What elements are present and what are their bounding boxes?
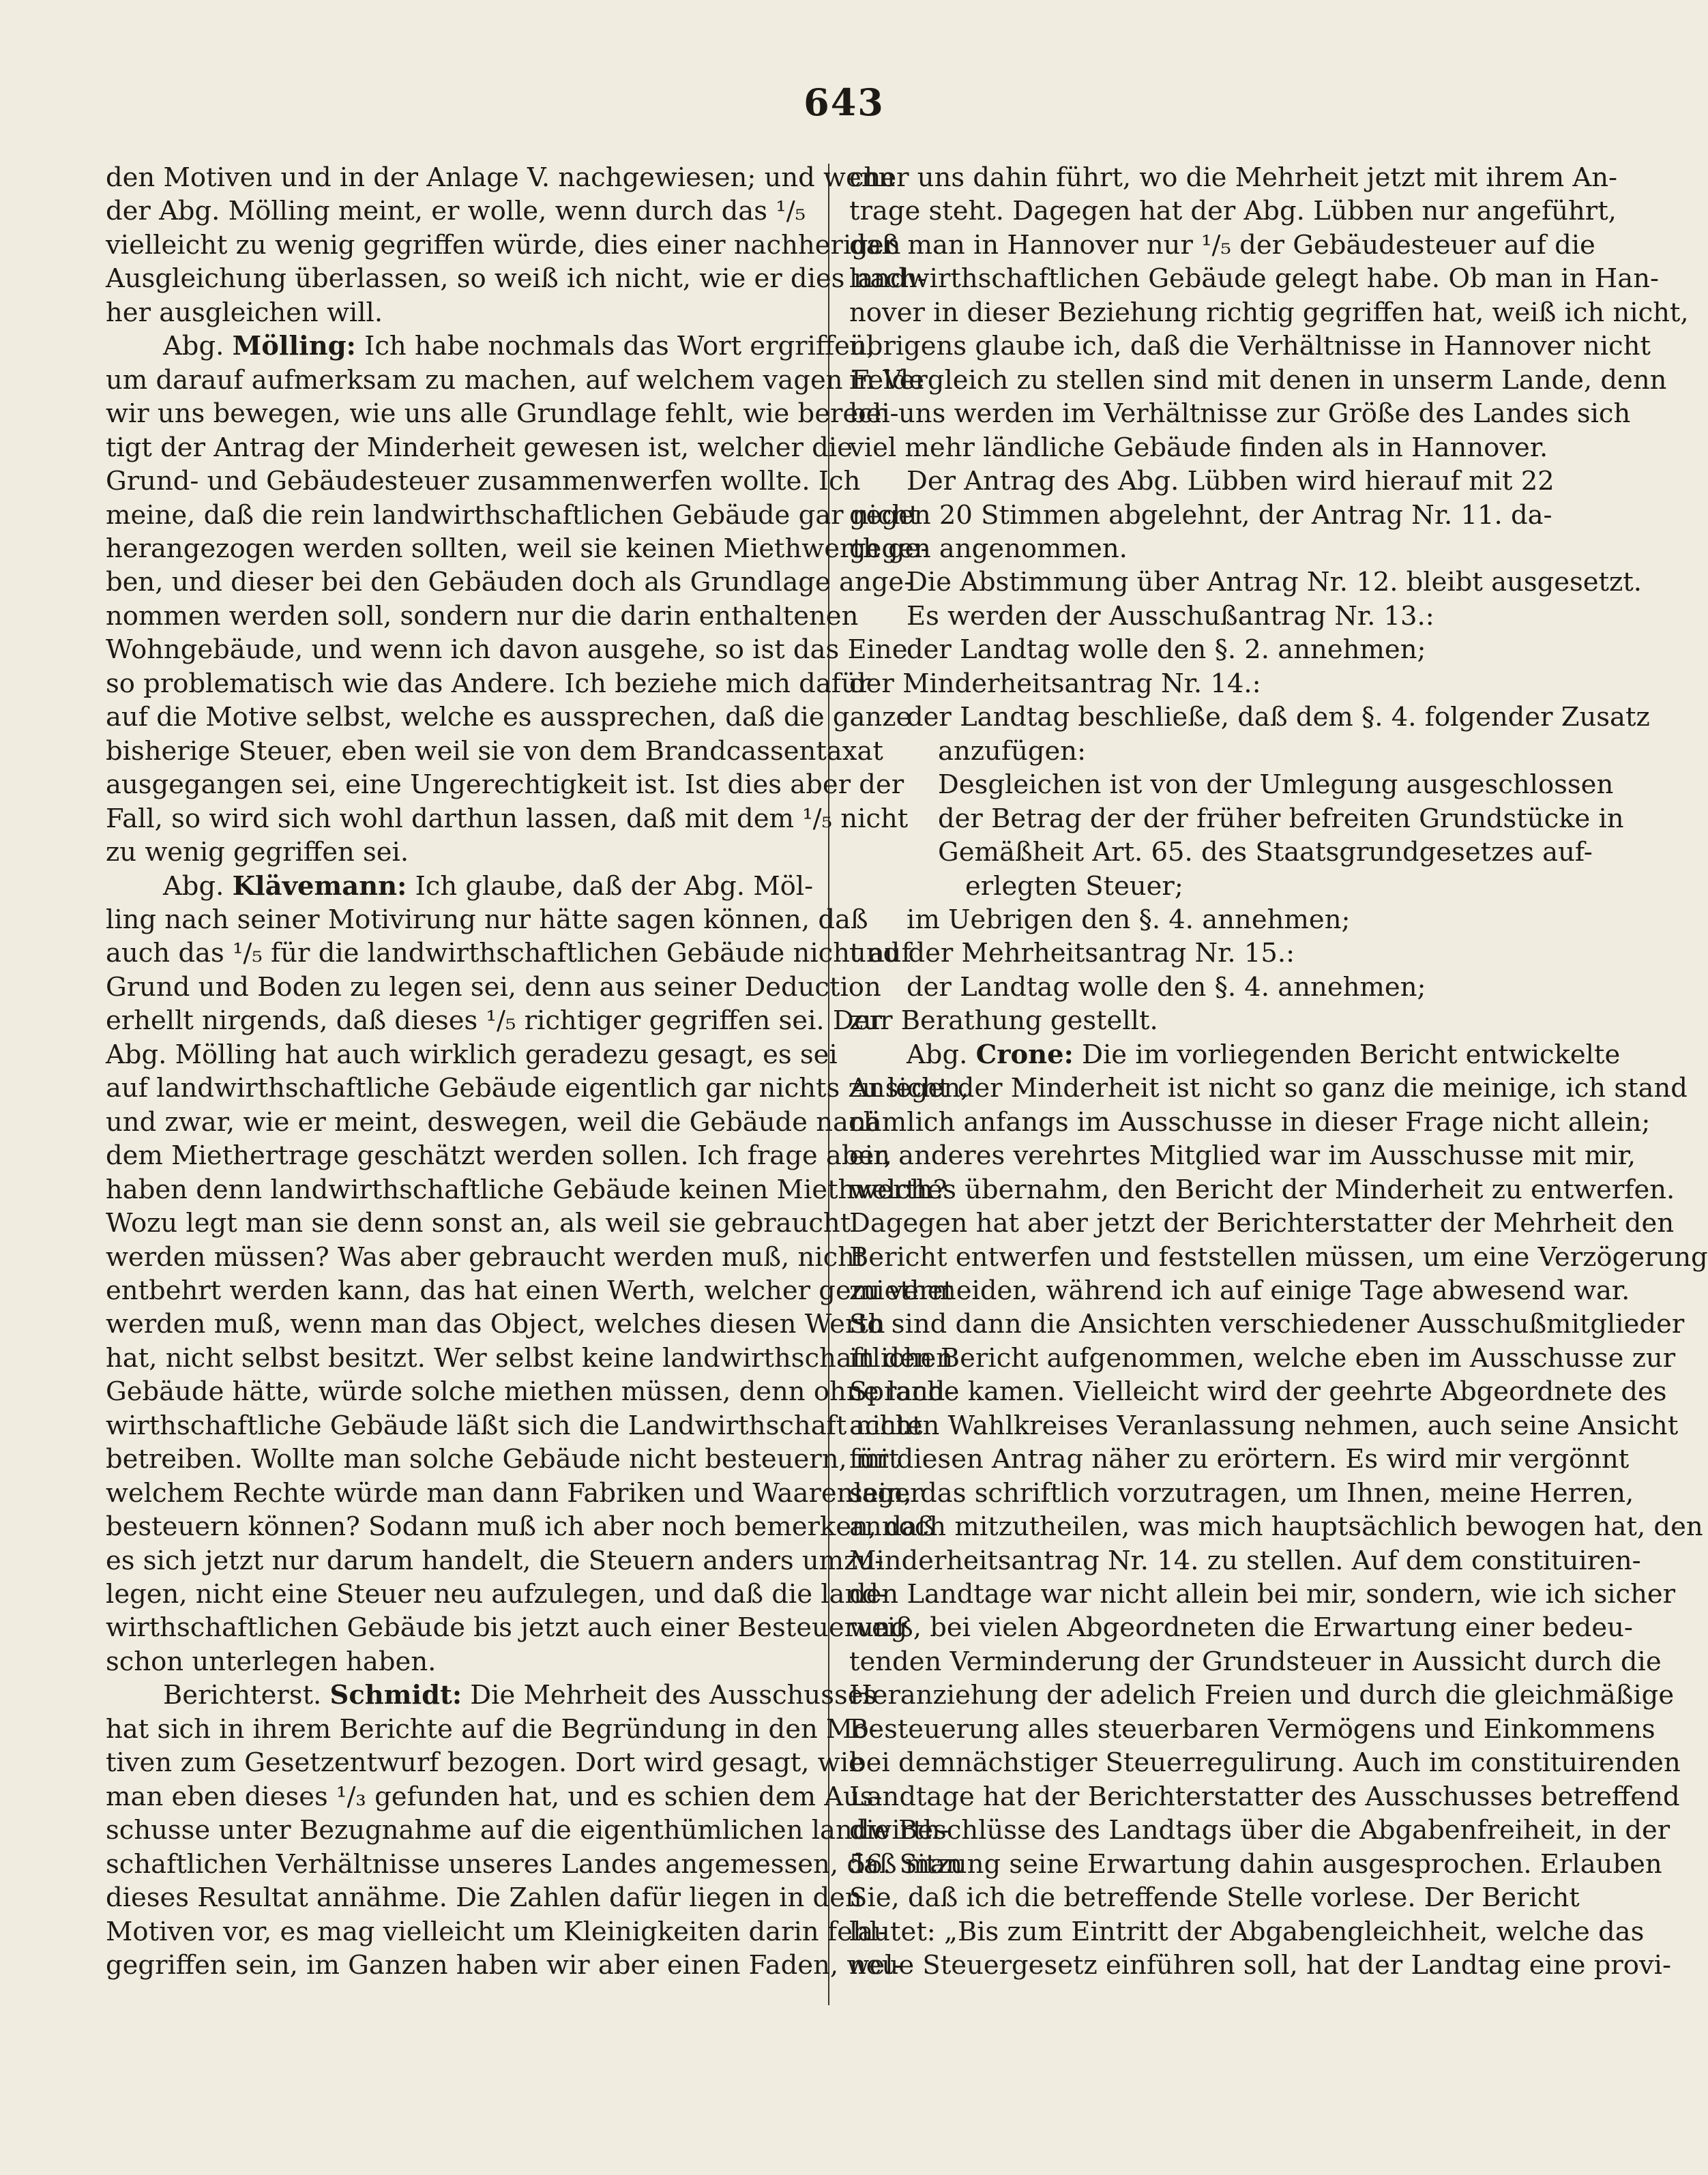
line-text: sein, das schriftlich vorzutragen, um Ihnen, meine Herren,: [849, 1477, 1634, 1509]
right-column: [849, 161, 1708, 1982]
line-text: der Landtag beschließe, daß dem §. 4. folgender Zusatz: [907, 702, 1650, 733]
right-column-line: [849, 1375, 1667, 1408]
line-text: annoch mitzutheilen, was mich hauptsächlich bewogen hat, den: [849, 1511, 1703, 1543]
line-text: achten Wahlkreises Veranlassung nehmen, auch seine Ansicht: [849, 1410, 1679, 1441]
line-text: betreiben. Wollte man solche Gebäude nicht besteuern, mit: [106, 1444, 900, 1475]
line-text: so problematisch wie das Andere. Ich beziehe mich dafür: [106, 668, 871, 699]
line-text: der Landtag wolle den §. 2. annehmen;: [907, 634, 1426, 666]
left-column-line: [106, 1274, 954, 1307]
line-text: Wozu legt man sie denn sonst an, als weil sie gebraucht: [106, 1208, 851, 1239]
line-text: den Motiven und in der Anlage V. nachgewiesen; und wenn: [106, 162, 896, 193]
left-column-line: [106, 1746, 864, 1779]
line-text: zu wenig gegriffen sei.: [106, 837, 409, 868]
line-text: Bericht entwerfen und feststellen müssen, um eine Verzögerung: [849, 1241, 1708, 1273]
left-column-line: [106, 1071, 969, 1105]
left-column-line: [106, 1645, 842, 1678]
left-column-line: [106, 464, 861, 498]
left-column-line: [106, 667, 871, 700]
left-column-line: [106, 364, 924, 397]
right-column-line: [849, 1949, 1671, 1982]
line-text: Gebäude hätte, würde solche miethen müssen, denn ohne land-: [106, 1376, 954, 1408]
left-column-line: [106, 532, 930, 565]
line-text: bisherige Steuer, eben weil sie von dem Brandcassentaxat: [106, 735, 883, 767]
line-text: 56. Sitzung seine Erwartung dahin ausgesprochen. Erlauben: [849, 1848, 1662, 1880]
line-text: Motiven vor, es mag vielleicht um Kleinigkeiten darin fehl-: [106, 1916, 887, 1947]
left-column-line: [106, 768, 904, 801]
line-text: den Landtage war nicht allein bei mir, sondern, wie ich sicher: [849, 1579, 1676, 1610]
line-text: zu vermeiden, während ich auf einige Tage abwesend war.: [849, 1275, 1630, 1306]
line-text: haben denn landwirthschaftliche Gebäude keinen Miethwerth?: [106, 1174, 947, 1205]
line-text: Ich habe nochmals das Wort ergriffen,: [355, 331, 876, 362]
right-column-line: [849, 464, 1586, 498]
right-column-line: [849, 1645, 1662, 1678]
left-column-line: [106, 633, 908, 666]
line-text: her ausgleichen will.: [106, 297, 383, 328]
line-text: hat, nicht selbst besitzt. Wer selbst keine landwirthschaftlichen: [106, 1342, 954, 1374]
right-column-line: [849, 1578, 1676, 1611]
line-text: und zwar, wie er meint, deswegen, weil die Gebäude nach: [106, 1106, 881, 1138]
left-column-line: [106, 1342, 954, 1375]
right-column-line: [849, 1477, 1634, 1510]
right-column-line: [849, 228, 1595, 262]
line-text: wirthschaftlichen Gebäude bis jetzt auch einer Besteuerung: [106, 1612, 908, 1644]
right-column-line: [849, 971, 1586, 1004]
line-text: nover in dieser Beziehung richtig gegriffen hat, weiß ich nicht,: [849, 297, 1689, 328]
line-text: Landtage hat der Berichterstatter des Ausschusses betreffend: [849, 1781, 1680, 1812]
line-text: Es werden der Ausschußantrag Nr. 13.:: [907, 600, 1434, 632]
line-text: So sind dann die Ansichten verschiedener Ausschußmitglieder: [849, 1309, 1685, 1340]
left-column-line: [106, 1409, 923, 1442]
speaker-name: Crone:: [975, 1039, 1074, 1070]
line-text: der Landtag wolle den §. 4. annehmen;: [907, 971, 1426, 1003]
line-text: trage steht. Dagegen hat der Abg. Lübben nur angeführt,: [849, 196, 1617, 227]
line-text: auch das ¹/₅ für die landwirthschaftlichen Gebäude nicht auf: [106, 938, 911, 969]
line-text: daß man in Hannover nur ¹/₅ der Gebäudesteuer auf die: [849, 229, 1595, 261]
line-text: Der Antrag des Abg. Lübben wird hierauf mit 22: [907, 466, 1555, 497]
right-column-line: [849, 1307, 1685, 1341]
line-text: nommen werden soll, sondern nur die darin enthaltenen: [106, 600, 859, 632]
right-column-line: [849, 1274, 1630, 1307]
speaker-name: Schmidt:: [329, 1680, 462, 1711]
left-column-line: [106, 1915, 887, 1949]
right-column-line: [849, 565, 1643, 599]
line-text: welchem Rechte würde man dann Fabriken und Waarenlager: [106, 1477, 923, 1509]
left-column-line: [106, 971, 881, 1004]
line-text: bei demnächstiger Steuerregulirung. Auch im constituirenden: [849, 1747, 1681, 1779]
right-column-line: [849, 194, 1617, 228]
right-column-line: [849, 1442, 1630, 1476]
right-column-line: [849, 1544, 1641, 1578]
line-text: vielleicht zu wenig gegriffen würde, dies einer nachherigen: [106, 229, 901, 261]
line-text: übrigens glaube ich, daß die Verhältnisse in Hannover nicht: [849, 331, 1651, 362]
right-column-line: [849, 329, 1651, 363]
right-column-line: [849, 397, 1631, 430]
right-column-line: [849, 1881, 1586, 1914]
left-column-line: [106, 600, 859, 633]
right-column-line: [849, 1409, 1679, 1442]
right-column-line: [849, 768, 1614, 801]
line-text: wirthschaftliche Gebäude läßt sich die Landwirthschaft nicht: [106, 1410, 923, 1441]
left-column-line: [106, 262, 926, 295]
line-text: werden muß, wenn man das Object, welches diesen Werth: [106, 1309, 885, 1340]
left-column-line: [106, 1173, 947, 1207]
line-text: der Minderheitsantrag Nr. 14.:: [849, 668, 1261, 699]
line-text: schaftlichen Verhältnisse unseres Landes angemessen, daß man: [106, 1848, 963, 1880]
line-text: Besteuerung alles steuerbaren Vermögens und Einkommens: [849, 1713, 1655, 1745]
line-text: ausgegangen sei, eine Ungerechtigkeit ist. Ist dies aber der: [106, 769, 904, 801]
left-column-line: [106, 1510, 935, 1543]
page-number: 643: [804, 80, 885, 124]
speaker-title: Abg.: [163, 331, 233, 362]
right-column-line: [849, 802, 1624, 835]
right-column-line: [849, 431, 1586, 464]
left-column-line: [106, 1881, 862, 1914]
line-text: in Vergleich zu stellen sind mit denen in unserm Lande, denn: [849, 364, 1667, 396]
line-text: gegen 20 Stimmen abgelehnt, der Antrag Nr. 11. da-: [849, 499, 1552, 531]
right-column-line: [849, 1038, 1621, 1071]
left-column-line: [106, 1477, 923, 1510]
right-column-line: [849, 936, 1586, 970]
right-column-line: [849, 1071, 1688, 1105]
line-text: Die Mehrheit des Ausschusses: [462, 1680, 877, 1711]
line-text: gegen angenommen.: [849, 533, 1128, 564]
right-column-line: [849, 667, 1586, 700]
right-column-line: [849, 1780, 1680, 1814]
line-text: Grund und Boden zu legen sei, denn aus seiner Deduction: [106, 971, 881, 1003]
right-column-line: [849, 903, 1586, 936]
line-text: Heranziehung der adelich Freien und durch die gleichmäßige: [849, 1680, 1675, 1711]
line-text: auf landwirthschaftliche Gebäude eigentlich gar nichts zu legen,: [106, 1073, 969, 1104]
left-column-line: [106, 1611, 908, 1644]
line-text: cher uns dahin führt, wo die Mehrheit jetzt mit ihrem An-: [849, 162, 1618, 193]
left-column: [106, 161, 969, 1982]
line-text: erhellt nirgends, daß dieses ¹/₅ richtiger gegriffen sei. Der: [106, 1005, 882, 1037]
right-column-line: [849, 870, 1586, 903]
right-column-line: [849, 499, 1586, 532]
left-column-line: [106, 1713, 878, 1746]
line-text: herangezogen werden sollten, weil sie keinen Miethwerth ge-: [106, 533, 930, 564]
left-column-line: [106, 161, 896, 194]
left-column-line: [106, 1307, 885, 1341]
left-column-line: [106, 1578, 887, 1611]
line-text: Desgleichen ist von der Umlegung ausgeschlossen: [938, 769, 1614, 801]
left-column-line: [106, 870, 842, 903]
line-text: hat sich in ihrem Berichte auf die Begründung in den Mo-: [106, 1713, 878, 1745]
line-text: der Betrag der der früher befreiten Grundstücke in: [938, 803, 1624, 834]
line-text: ling nach seiner Motivirung nur hätte sagen können, daß: [106, 904, 868, 935]
left-column-line: [106, 329, 876, 363]
line-text: anzufügen:: [938, 735, 1087, 767]
line-text: Gemäßheit Art. 65. des Staatsgrundgesetzes auf-: [938, 837, 1593, 868]
left-column-line: [106, 194, 842, 228]
left-column-line: [106, 1442, 900, 1476]
line-text: werden müssen? Was aber gebraucht werden muß, nicht: [106, 1241, 866, 1273]
left-column-line: [106, 499, 919, 532]
right-column-line: [849, 1510, 1703, 1543]
right-column-line: [849, 1173, 1675, 1207]
line-text: Die Abstimmung über Antrag Nr. 12. bleibt ausgesetzt.: [907, 567, 1643, 598]
left-column-line: [106, 228, 901, 262]
left-column-line: [106, 700, 912, 734]
right-column-line: [849, 1848, 1662, 1881]
line-text: im Uebrigen den §. 4. annehmen;: [907, 904, 1351, 935]
line-text: man eben dieses ¹/₃ gefunden hat, und es schien dem Aus-: [106, 1781, 883, 1812]
right-column-line: [849, 1106, 1651, 1139]
right-column-line: [849, 1814, 1670, 1847]
line-text: Abg. Mölling hat auch wirklich geradezu gesagt, es sei: [106, 1039, 838, 1070]
left-column-line: [106, 1375, 954, 1408]
line-text: Minderheitsantrag Nr. 14. zu stellen. Auf dem constituiren-: [849, 1545, 1641, 1576]
line-text: weiß, bei vielen Abgeordneten die Erwartung einer bedeu-: [849, 1612, 1633, 1644]
right-column-line: [849, 1678, 1675, 1712]
line-text: es sich jetzt nur darum handelt, die Steuern anders umzu-: [106, 1545, 884, 1576]
line-text: besteuern können? Sodann muß ich aber noch bemerken, daß: [106, 1511, 935, 1543]
right-column-line: [849, 633, 1586, 666]
line-text: Ausgleichung überlassen, so weiß ich nicht, wie er dies nach-: [106, 263, 926, 295]
left-column-line: [106, 1241, 866, 1274]
left-column-line: [106, 936, 911, 970]
speaker-title: Abg.: [163, 870, 233, 902]
line-text: Ansicht der Minderheit ist nicht so ganz die meinige, ich stand: [849, 1073, 1688, 1104]
line-text: ein anderes verehrtes Mitglied war im Ausschusse mit mir,: [849, 1140, 1636, 1172]
line-text: dem Miethertrage geschätzt werden sollen. Ich frage aber,: [106, 1140, 892, 1172]
line-text: tigt der Antrag der Minderheit gewesen ist, welcher die: [106, 432, 853, 463]
right-column-line: [849, 262, 1659, 295]
right-column-line: [849, 700, 1650, 734]
line-text: lautet: „Bis zum Eintritt der Abgabengleichheit, welche das: [849, 1916, 1645, 1947]
line-text: Sie, daß ich die betreffende Stelle vorlese. Der Bericht: [849, 1882, 1580, 1914]
right-column-line: [849, 161, 1618, 194]
line-text: auf die Motive selbst, welche es aussprechen, daß die ganze: [106, 702, 912, 733]
line-text: gegriffen sein, im Ganzen haben wir aber einen Faden, wel-: [106, 1950, 902, 1981]
left-column-line: [106, 1207, 851, 1240]
right-column-line: [849, 600, 1586, 633]
line-text: und der Mehrheitsantrag Nr. 15.:: [849, 938, 1295, 969]
left-column-line: [106, 735, 883, 768]
left-column-line: [106, 1544, 884, 1578]
line-text: wir uns bewegen, wie uns alle Grundlage fehlt, wie berech-: [106, 398, 899, 430]
right-column-line: [849, 364, 1667, 397]
line-text: neue Steuergesetz einführen soll, hat der Landtag eine provi-: [849, 1950, 1671, 1981]
line-text: landwirthschaftlichen Gebäude gelegt habe. Ob man in Han-: [849, 263, 1659, 295]
speaker-title: Berichterst.: [163, 1680, 330, 1711]
line-text: dieses Resultat annähme. Die Zahlen dafür liegen in den: [106, 1882, 862, 1914]
right-column-line: [849, 1241, 1708, 1274]
line-text: viel mehr ländliche Gebäude finden als in Hannover.: [849, 432, 1548, 463]
line-text: in den Bericht aufgenommen, welche eben im Ausschusse zur: [849, 1342, 1676, 1374]
line-text: Fall, so wird sich wohl darthun lassen, daß mit dem ¹/₅ nicht: [106, 803, 909, 834]
line-text: ben, und dieser bei den Gebäuden doch als Grundlage ange-: [106, 567, 913, 598]
line-text: bei uns werden im Verhältnisse zur Größe des Landes sich: [849, 398, 1631, 430]
left-column-line: [106, 1139, 892, 1172]
speaker-title: Abg.: [907, 1039, 976, 1070]
line-text: Sprache kamen. Vielleicht wird der geehrte Abgeordnete des: [849, 1376, 1667, 1408]
left-column-line: [106, 1814, 949, 1847]
speaker-name: Klävemann:: [232, 870, 407, 902]
right-column-line: [849, 735, 1586, 768]
line-text: tiven zum Gesetzentwurf bezogen. Dort wird gesagt, wie: [106, 1747, 864, 1779]
line-text: Die im vorliegenden Bericht entwickelte: [1073, 1039, 1621, 1070]
line-text: entbehrt werden kann, das hat einen Werth, welcher gemiethet: [106, 1275, 954, 1306]
line-text: Wohngebäude, und wenn ich davon ausgehe, so ist das Eine: [106, 634, 908, 666]
line-text: welches übernahm, den Bericht der Minderheit zu entwerfen.: [849, 1174, 1675, 1205]
right-column-line: [849, 1713, 1655, 1746]
right-column-line: [849, 1915, 1645, 1949]
line-text: Grund- und Gebäudesteuer zusammenwerfen wollte. Ich: [106, 466, 861, 497]
left-column-line: [106, 802, 909, 835]
left-column-line: [106, 431, 853, 464]
line-text: der Abg. Mölling meint, er wolle, wenn durch das ¹/₅: [106, 196, 806, 227]
line-text: Ich glaube, daß der Abg. Möl-: [407, 870, 814, 902]
left-column-line: [106, 1949, 902, 1982]
right-column-line: [849, 1207, 1675, 1240]
right-column-line: [849, 296, 1689, 329]
left-column-line: [106, 903, 868, 936]
left-column-line: [106, 1038, 842, 1071]
left-column-line: [106, 565, 913, 599]
left-column-line: [106, 835, 842, 869]
right-column-line: [849, 532, 1586, 565]
line-text: um darauf aufmerksam zu machen, auf welchem vagen Felde: [106, 364, 924, 396]
line-text: schusse unter Bezugnahme auf die eigenthümlichen landwirth-: [106, 1815, 949, 1846]
line-text: erlegten Steuer;: [965, 870, 1183, 902]
right-column-line: [849, 1139, 1636, 1172]
left-column-line: [106, 1004, 882, 1037]
left-column-line: [106, 296, 842, 329]
right-column-line: [849, 1342, 1676, 1375]
right-column-line: [849, 1746, 1681, 1779]
line-text: zur Berathung gestellt.: [849, 1005, 1158, 1037]
right-column-line: [849, 1611, 1633, 1644]
line-text: schon unterlegen haben.: [106, 1646, 437, 1677]
line-text: Dagegen hat aber jetzt der Berichterstatter der Mehrheit den: [849, 1208, 1675, 1239]
speaker-name: Mölling:: [232, 331, 356, 362]
left-column-line: [106, 1106, 881, 1139]
right-column-line: [849, 1004, 1586, 1037]
line-text: tenden Verminderung der Grundsteuer in Aussicht durch die: [849, 1646, 1662, 1677]
left-column-line: [106, 1848, 963, 1881]
left-column-line: [106, 1780, 883, 1814]
line-text: legen, nicht eine Steuer neu aufzulegen, und daß die land-: [106, 1579, 887, 1610]
line-text: die Beschlüsse des Landtags über die Abgabenfreiheit, in der: [849, 1815, 1670, 1846]
left-column-line: [106, 1678, 877, 1712]
line-text: für diesen Antrag näher zu erörtern. Es wird mir vergönnt: [849, 1444, 1630, 1475]
line-text: meine, daß die rein landwirthschaftlichen Gebäude gar nicht: [106, 499, 919, 531]
right-column-line: [849, 835, 1593, 869]
left-column-line: [106, 397, 899, 430]
line-text: nämlich anfangs im Ausschusse in dieser Frage nicht allein;: [849, 1106, 1651, 1138]
